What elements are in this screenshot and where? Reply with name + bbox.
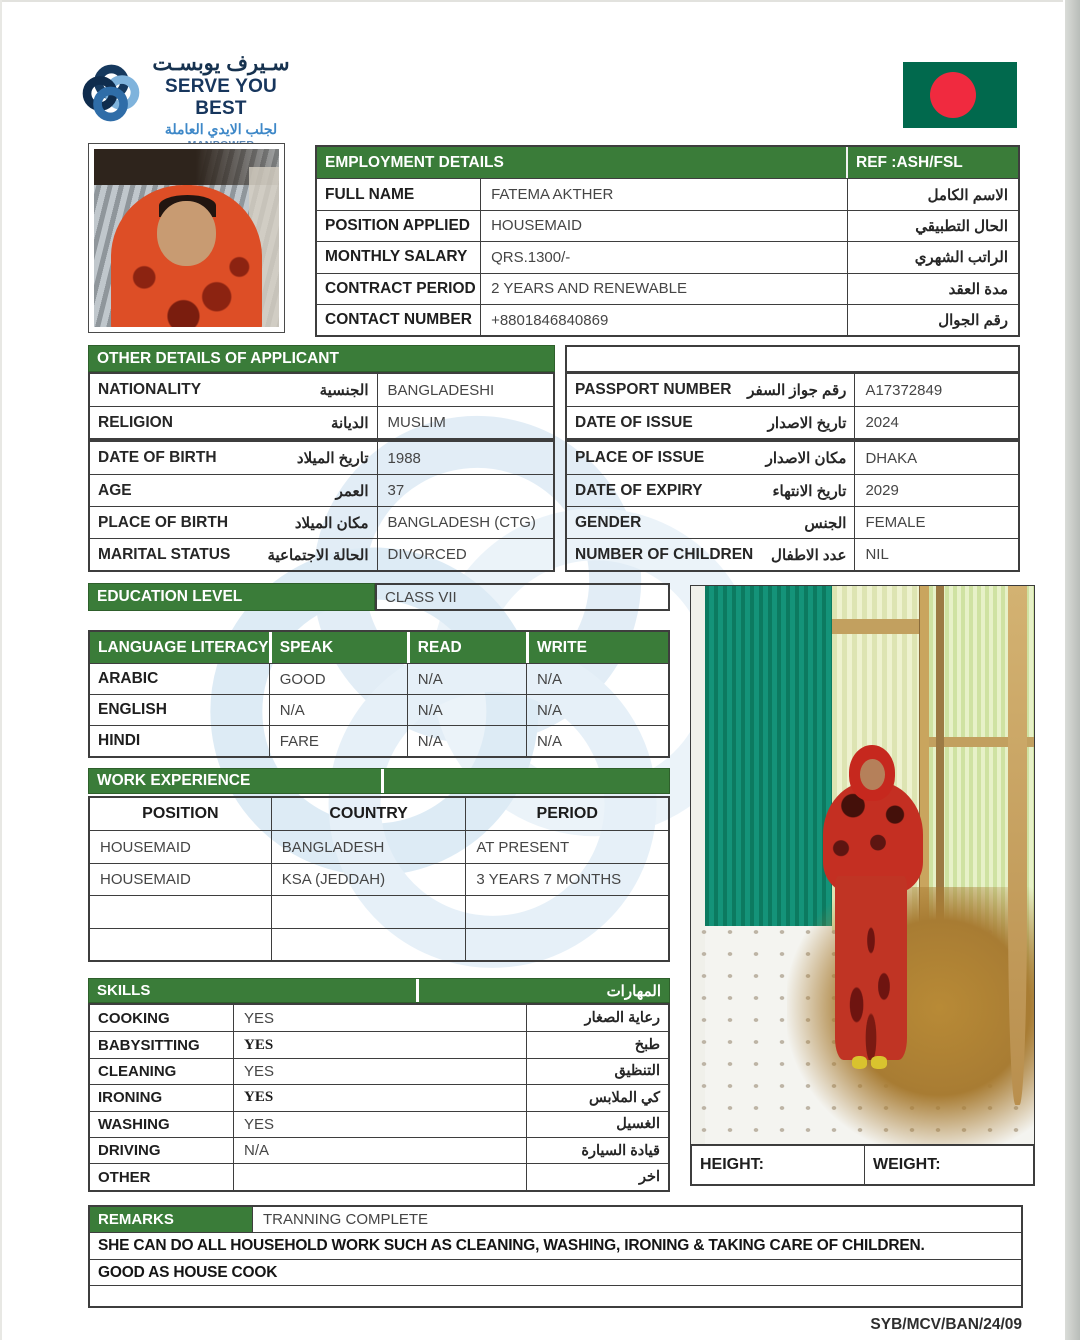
field-value: 37 [377, 475, 553, 506]
height-label: HEIGHT: [700, 1156, 764, 1173]
scan-edge-right [1065, 0, 1080, 1340]
remarks-label: REMARKS [90, 1207, 252, 1232]
table-row [317, 241, 1018, 272]
field-label-cell [90, 475, 377, 506]
remarks-line-row [90, 1232, 1021, 1259]
country-value [271, 896, 466, 927]
field-label-cell [567, 374, 854, 406]
work-experience-title: WORK EXPERIENCE [89, 769, 384, 793]
field-label-arabic: الجنس [804, 514, 847, 532]
field-value: HOUSEMAID [480, 211, 847, 241]
remarks-line-row [90, 1259, 1021, 1285]
logo-arabic-name: سـيرف يوبسـت [152, 52, 290, 75]
reference-number: REF :ASH/FSL [846, 147, 1018, 178]
table-row [90, 374, 553, 406]
country-value [271, 929, 466, 960]
skill-name: DRIVING [98, 1142, 161, 1160]
language-name: HINDI [98, 732, 141, 749]
applicant-portrait-photo [88, 143, 285, 333]
table-row [90, 442, 553, 474]
field-label-arabic: الحال التطبيقي [847, 211, 1018, 241]
field-value: 2029 [854, 475, 1018, 506]
language-name: ARABIC [98, 670, 159, 687]
field-value: BANGLADESHI [377, 374, 553, 406]
table-row [90, 694, 668, 725]
field-label: RELIGION [98, 413, 173, 431]
skills-title-bar [88, 978, 670, 1003]
field-label: PLACE OF ISSUE [575, 449, 705, 466]
field-label: DATE OF BIRTH [98, 449, 217, 466]
skill-arabic: اخر [526, 1164, 668, 1189]
skill-name: COOKING [98, 1009, 170, 1027]
field-label: GENDER [575, 513, 642, 531]
remarks-line-1: SHE CAN DO ALL HOUSEHOLD WORK SUCH AS CLEANING, WASHING, IRONING & TAKING CARE OF CHILDREN. [98, 1237, 925, 1254]
field-label-arabic: عدد الاطفال [771, 546, 847, 564]
table-row [567, 474, 1018, 506]
period-value: AT PRESENT [465, 831, 668, 862]
applicant-full-body-photo [690, 585, 1035, 1145]
field-label-arabic: الديانة [330, 414, 369, 432]
table-row [90, 1163, 668, 1189]
table-row [567, 442, 1018, 474]
table-row [567, 374, 1018, 406]
photo-wood-post [1008, 586, 1027, 1105]
field-label-arabic: الجنسية [319, 382, 369, 399]
field-label: NATIONALITY [98, 381, 202, 398]
field-label-arabic: تاريخ الانتهاء [772, 482, 847, 500]
education-level-label: EDUCATION LEVEL [88, 583, 375, 611]
work-experience-title-bar [88, 768, 670, 794]
speak-level: N/A [269, 695, 407, 725]
field-label: MARITAL STATUS [98, 545, 231, 563]
field-label: DATE OF ISSUE [575, 413, 693, 431]
table-row [90, 725, 668, 756]
logo-name: SERVE YOU BEST [165, 76, 277, 119]
speak-level: FARE [269, 726, 407, 756]
country-value: KSA (JEDDAH) [271, 864, 466, 895]
position-value [90, 896, 271, 927]
field-label-arabic: تاريخ الميلاد [296, 450, 369, 467]
write-level: N/A [526, 664, 668, 694]
field-value: +8801846840869 [480, 305, 847, 335]
field-value: DIVORCED [377, 539, 553, 570]
table-row [567, 406, 1018, 438]
skill-name: WASHING [98, 1115, 170, 1133]
skill-name: BABYSITTING [98, 1036, 200, 1054]
write-level: N/A [526, 726, 668, 756]
table-row [692, 1146, 1033, 1184]
skill-arabic: طبخ [526, 1032, 668, 1057]
position-value: HOUSEMAID [100, 870, 191, 888]
skill-name: CLEANING [98, 1062, 177, 1080]
remarks-line-2: GOOD AS HOUSE COOK [98, 1263, 278, 1281]
table-row [90, 895, 668, 927]
field-value: QRS.1300/- [480, 242, 847, 272]
field-label-arabic: العمر [335, 482, 369, 500]
education-level-value: CLASS VII [375, 583, 670, 611]
table-row [317, 178, 1018, 209]
table-row [90, 1084, 668, 1110]
skill-arabic: الغسيل [526, 1112, 668, 1137]
language-header-row [90, 632, 668, 663]
field-label: PASSPORT NUMBER [575, 381, 732, 398]
work-experience-table [88, 796, 670, 962]
read-level: N/A [407, 695, 526, 725]
skill-arabic: قيادة السيارة [526, 1138, 668, 1163]
period-value [465, 929, 668, 960]
table-row [90, 1111, 668, 1137]
other-details-left-table-top [88, 372, 555, 440]
field-label: CONTACT NUMBER [325, 311, 472, 329]
other-details-right-table-top [565, 372, 1020, 440]
field-label: PLACE OF BIRTH [98, 513, 229, 531]
field-value: DHAKA [854, 442, 1018, 474]
field-value: A17372849 [854, 374, 1018, 406]
field-value: NIL [854, 539, 1018, 570]
field-label: AGE [98, 481, 132, 499]
period-value [465, 896, 668, 927]
other-details-title: OTHER DETAILS OF APPLICANT [88, 345, 555, 372]
table-row [90, 863, 668, 895]
table-row [567, 538, 1018, 570]
portrait-face [157, 201, 216, 267]
skill-name: OTHER [98, 1168, 151, 1186]
other-details-left-table-bottom [88, 440, 555, 572]
skills-title-arabic: المهارات [606, 982, 661, 1000]
field-value: 2024 [854, 407, 1018, 438]
skill-value: YES [233, 1032, 526, 1057]
field-label-arabic: مدة العقد [847, 274, 1018, 304]
employment-header-row [317, 147, 1018, 178]
table-row [90, 663, 668, 694]
field-label-cell [567, 475, 854, 506]
field-label-cell [90, 507, 377, 538]
field-label: NUMBER OF CHILDREN [575, 545, 754, 563]
skill-name: IRONING [98, 1089, 163, 1107]
skills-table [88, 1003, 670, 1192]
table-row [90, 1005, 668, 1031]
work-header-row [90, 798, 668, 830]
table-row [90, 406, 553, 438]
table-row [317, 304, 1018, 335]
remarks-value: TRANNING COMPLETE [252, 1207, 1021, 1232]
skill-arabic: كي الملابس [526, 1085, 668, 1110]
photo-woman-sandal [852, 1056, 868, 1068]
field-value: FEMALE [854, 507, 1018, 538]
field-value: FATEMA AKTHER [480, 179, 847, 209]
skill-value: YES [233, 1085, 526, 1110]
column-header: WRITE [526, 632, 668, 663]
field-value: 2 YEARS AND RENEWABLE [480, 274, 847, 304]
country-value: BANGLADESH [271, 831, 466, 862]
other-details-empty-header [565, 345, 1020, 373]
speak-level: GOOD [269, 664, 407, 694]
field-label-arabic: تاريخ الاصدار [767, 414, 847, 432]
photo-door-post [919, 586, 929, 932]
table-row [567, 506, 1018, 538]
field-label: FULL NAME [325, 185, 415, 203]
employment-title: EMPLOYMENT DETAILS [317, 147, 846, 178]
empty-cell [90, 1286, 1021, 1306]
table-row [90, 1137, 668, 1163]
bangladesh-flag [903, 62, 1017, 128]
table-row [90, 506, 553, 538]
skill-value [233, 1164, 526, 1189]
read-level: N/A [407, 726, 526, 756]
skill-value: YES [233, 1112, 526, 1137]
field-label-cell [567, 539, 854, 570]
remarks-table [88, 1205, 1023, 1308]
photo-teal-wall [705, 586, 832, 926]
field-value: 1988 [377, 442, 553, 474]
column-header: READ [407, 632, 526, 663]
field-label-cell [90, 374, 377, 406]
skill-arabic: رعاية الصغار [526, 1005, 668, 1031]
field-label-cell [567, 407, 854, 438]
remarks-empty-row [90, 1285, 1021, 1306]
field-value: BANGLADESH (CTG) [377, 507, 553, 538]
table-row [90, 928, 668, 960]
field-label-cell [90, 407, 377, 438]
field-label-arabic: الاسم الكامل [847, 179, 1018, 209]
column-header: SPEAK [269, 632, 407, 663]
column-header: POSITION [142, 805, 219, 823]
table-row [90, 830, 668, 862]
field-label-arabic: مكان الميلاد [294, 514, 369, 532]
scan-edge-left [0, 0, 2, 1340]
weight-label: WEIGHT: [864, 1146, 1033, 1184]
field-label: DATE OF EXPIRY [575, 481, 703, 499]
table-row [317, 273, 1018, 304]
field-label: CONTRACT PERIOD [325, 279, 476, 297]
photo-dirt-mound [787, 887, 1035, 1145]
photo-woman-sandal [871, 1056, 887, 1068]
language-name: ENGLISH [98, 701, 167, 718]
table-row [90, 1031, 668, 1057]
field-value: MUSLIM [377, 407, 553, 438]
field-label-arabic: الراتب الشهري [847, 242, 1018, 272]
field-label: MONTHLY SALARY [325, 248, 468, 266]
table-row [317, 210, 1018, 241]
position-value: HOUSEMAID [100, 838, 191, 856]
field-label-cell [90, 539, 377, 570]
column-header: COUNTRY [271, 798, 466, 830]
table-row [90, 1058, 668, 1084]
column-header: PERIOD [465, 798, 668, 830]
field-label-arabic: رقم الجوال [847, 305, 1018, 335]
field-label-arabic: مكان الاصدار [765, 450, 847, 467]
photo-woman-dress [835, 876, 907, 1060]
field-label-cell [567, 507, 854, 538]
table-row [90, 474, 553, 506]
skill-value: YES [233, 1005, 526, 1031]
position-value [90, 929, 271, 960]
flag-red-circle [930, 72, 976, 118]
skill-value: YES [233, 1059, 526, 1084]
remarks-header-row [90, 1207, 1021, 1232]
field-label-arabic: الحالة الاجتماعية [267, 546, 369, 564]
field-label-cell [567, 442, 854, 474]
field-label-arabic: رقم جواز السفر [747, 382, 847, 399]
portrait-photo-content [94, 149, 279, 327]
other-details-right-table-bottom [565, 440, 1020, 572]
height-weight-table [690, 1144, 1035, 1186]
period-value: 3 YEARS 7 MONTHS [465, 864, 668, 895]
document-reference-code: SYB/MCV/BAN/24/09 [870, 1316, 1022, 1333]
skills-title: SKILLS [89, 979, 419, 1002]
skill-value: N/A [233, 1138, 526, 1163]
employment-details-table [315, 145, 1020, 337]
scan-edge-top [0, 0, 1063, 2]
skill-arabic: التنظيق [526, 1059, 668, 1084]
read-level: N/A [407, 664, 526, 694]
table-row [90, 538, 553, 570]
logo-arabic-tagline: لجلب الايدي العاملة [164, 121, 278, 137]
write-level: N/A [526, 695, 668, 725]
company-logo-icon [80, 58, 142, 128]
column-header: LANGUAGE LITERACY [90, 632, 269, 663]
field-label-cell [90, 442, 377, 474]
language-literacy-table [88, 630, 670, 758]
field-label: POSITION APPLIED [325, 216, 470, 234]
